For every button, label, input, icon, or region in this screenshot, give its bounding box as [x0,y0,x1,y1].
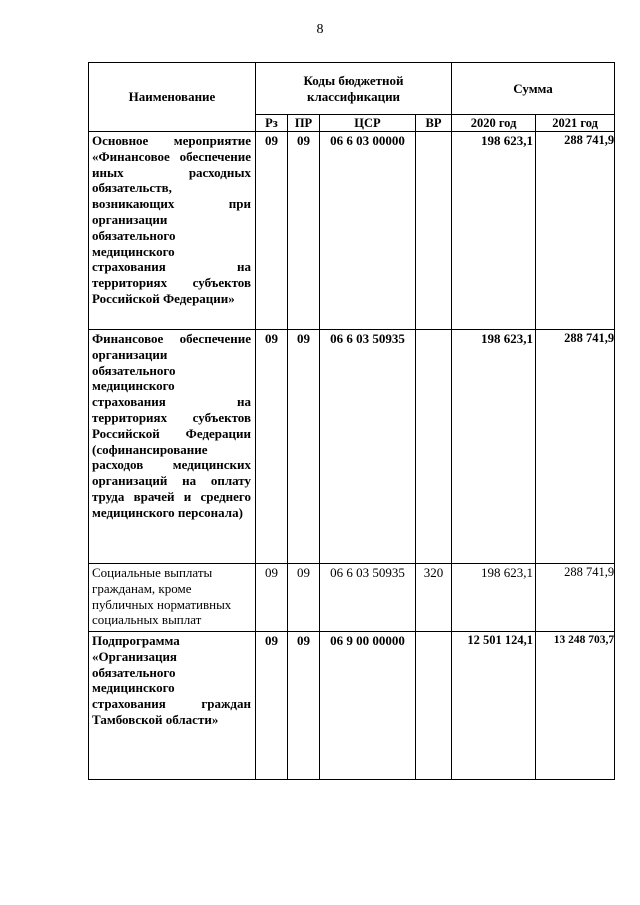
row-vr [416,632,452,780]
row-sum-2021: 288 741,9 [536,132,615,330]
header-pr: ПР [288,115,320,132]
table-row [89,330,615,564]
row-sum-2020: 198 623,1 [452,330,536,564]
row-pr: 09 [288,564,320,632]
header-codes: Коды бюджетной классификации [256,63,452,115]
row-name: Социальные выплаты гражданам, кроме публичных нормативных социальных выплат [89,564,256,632]
row-csr: 06 6 03 00000 [320,132,416,330]
budget-table [88,62,615,780]
row-sum-2021: 288 741,9 [536,330,615,564]
header-csr: ЦСР [320,115,416,132]
table-row [89,564,615,632]
row-rz: 09 [256,632,288,780]
row-name: Основное мероприятие «Финансовое обеспечение иных расходных обязательств, возникающих при организации обязательного медицинского страхования на территориях субъектов Российской Федерации» [89,132,256,330]
row-csr: 06 9 00 00000 [320,632,416,780]
header-name: Наименование [89,63,256,132]
header-year-2020: 2020 год [452,115,536,132]
row-sum-2021: 13 248 703,7 [536,632,615,780]
row-name: Подпрограмма «Организация обязательного медицинского страхования граждан Тамбовской области» [89,632,256,780]
table-row [89,632,615,780]
row-sum-2021: 288 741,9 [536,564,615,632]
table-row [89,132,615,330]
row-rz: 09 [256,330,288,564]
row-sum-2020: 198 623,1 [452,564,536,632]
header-sum: Сумма [452,63,615,115]
header-vr: ВР [416,115,452,132]
row-rz: 09 [256,564,288,632]
row-csr: 06 6 03 50935 [320,330,416,564]
row-pr: 09 [288,330,320,564]
row-pr: 09 [288,132,320,330]
row-vr: 320 [416,564,452,632]
row-name: Финансовое обеспечение организации обязательного медицинского страхования на территориях субъектов Российской Федерации (софинансирование расходов медицинских организаций на оплату труда врачей и среднего медицинского персонала) [89,330,256,564]
row-pr: 09 [288,632,320,780]
row-vr [416,132,452,330]
row-sum-2020: 12 501 124,1 [452,632,536,780]
row-vr [416,330,452,564]
row-sum-2020: 198 623,1 [452,132,536,330]
header-year-2021: 2021 год [536,115,615,132]
header-rz: Рз [256,115,288,132]
row-rz: 09 [256,132,288,330]
page-number: 8 [316,22,324,37]
row-csr: 06 6 03 50935 [320,564,416,632]
